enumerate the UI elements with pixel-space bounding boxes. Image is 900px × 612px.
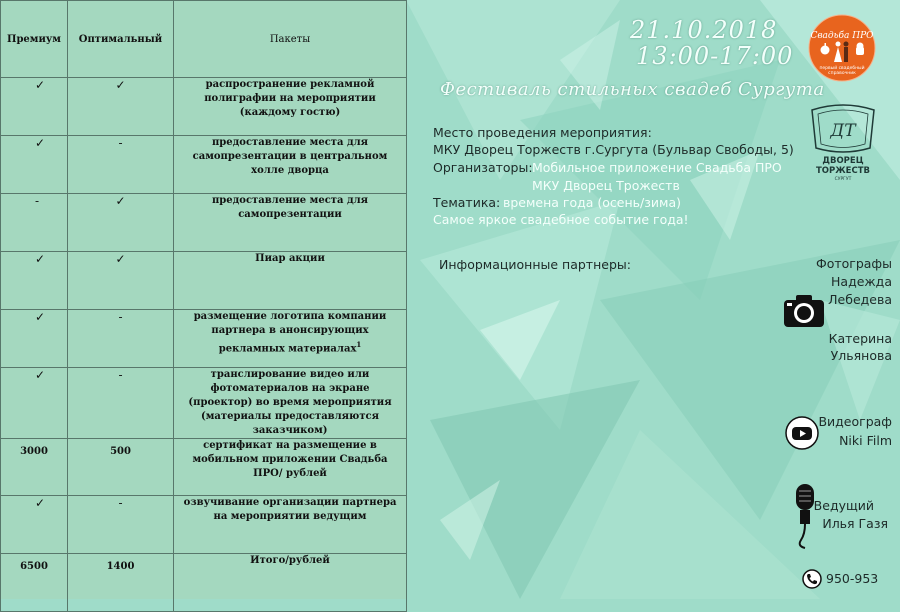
optimal-cell: ✓: [68, 194, 174, 252]
dvorets-logo-line-2: ТОРЖЕСТВ: [816, 166, 870, 176]
theme-label: Тематика:: [433, 195, 501, 210]
footnote-mark: 1: [356, 340, 362, 349]
package-description: транслирование видео или фотоматериалов на экране (проектор) во время мероприятия (материалы предоставляются заказчиком): [174, 368, 407, 439]
premium-cell: ✓: [1, 252, 68, 310]
header-premium: Премиум: [1, 1, 68, 78]
dvorets-monogram: ДТ: [830, 121, 856, 141]
header-packages: Пакеты: [174, 1, 407, 78]
premium-cell: ✓: [1, 78, 68, 136]
partners-label: Информационные партнеры:: [439, 257, 631, 272]
organizer-1: Мобильное приложение Свадьба ПРО: [532, 160, 782, 175]
optimal-cell: ✓: [68, 78, 174, 136]
package-description-text: размещение логотипа компании партнера в анонсирующих рекламных материалах: [193, 311, 387, 355]
packages-table-panel: [0, 0, 407, 599]
premium-cell: -: [1, 194, 68, 252]
table-row-total: [1, 554, 407, 612]
premium-cell: ✓: [1, 496, 68, 554]
videographer-name: Niki Film: [839, 433, 892, 448]
event-time: 13:00-17:00: [636, 42, 794, 70]
theme-value: времена года (осень/зима): [503, 195, 681, 210]
organizer-2: МКУ Дворец Трожеств: [532, 178, 680, 193]
header-optimal: Оптимальный: [68, 1, 174, 78]
table-row: [1, 439, 407, 496]
videographer-title: Видеограф: [818, 414, 892, 429]
camera-icon: [783, 294, 825, 328]
festival-title: Фестиваль стильных свадеб Сургута: [440, 79, 825, 100]
dvorets-torzhestv-logo: [804, 104, 882, 184]
svadba-pro-logo-title: Свадьба ПРО: [810, 31, 874, 41]
optimal-cell: ✓: [68, 252, 174, 310]
optimal-cell: -: [68, 136, 174, 194]
premium-total-cell: 6500: [1, 554, 68, 612]
premium-cell: ✓: [1, 310, 68, 368]
phone-icon: [802, 569, 822, 589]
premium-cell: 3000: [1, 439, 68, 496]
host-name: Илья Газя: [822, 516, 888, 531]
package-description: Пиар акции: [174, 252, 407, 310]
premium-cell: ✓: [1, 368, 68, 439]
android-icon: [856, 43, 864, 56]
photographer-1-first-name: Надежда: [831, 274, 892, 289]
packages-table: [0, 0, 407, 612]
svadba-pro-logo: [808, 14, 876, 82]
host-title: Ведущий: [813, 498, 874, 513]
photographer-2-first-name: Катерина: [828, 331, 892, 346]
package-description: распространение рекламной полиграфии на мероприятии (каждому гостю): [174, 78, 407, 136]
table-header-row: [1, 1, 407, 78]
optimal-total-cell: 1400: [68, 554, 174, 612]
optimal-cell: -: [68, 368, 174, 439]
table-row: [1, 252, 407, 310]
table-row: [1, 136, 407, 194]
venue-label: Место проведения мероприятия:: [433, 125, 652, 140]
table-row: [1, 368, 407, 439]
package-description: [174, 310, 407, 368]
premium-cell: ✓: [1, 136, 68, 194]
package-description: сертификат на размещение в мобильном приложении Свадьба ПРО/ рублей: [174, 439, 407, 496]
organizers-label: Организаторы:: [433, 160, 533, 175]
package-description: озвучивание организации партнера на мероприятии ведущим: [174, 496, 407, 554]
package-description: предоставление места для самопрезентации: [174, 194, 407, 252]
optimal-cell: -: [68, 310, 174, 368]
package-description: предоставление места для самопрезентации в центральном холле дворца: [174, 136, 407, 194]
optimal-cell: 500: [68, 439, 174, 496]
phone-number[interactable]: 950-953: [826, 571, 879, 586]
photographers-title: Фотографы: [815, 256, 892, 271]
svadba-pro-logo-subtitle-1: первый свадебный: [819, 66, 865, 71]
microphone-icon: [791, 482, 821, 550]
table-row: [1, 310, 407, 368]
table-row: [1, 78, 407, 136]
youtube-icon: [785, 416, 819, 450]
tagline: Самое яркое свадебное событие года!: [433, 212, 689, 227]
svadba-pro-logo-subtitle-2: справочник: [828, 71, 856, 76]
photographer-2-last-name: Ульянова: [830, 348, 892, 363]
venue-value: МКУ Дворец Торжеств г.Сургута (Бульвар Свободы, 5): [433, 142, 794, 157]
optimal-cell: -: [68, 496, 174, 554]
event-date: 21.10.2018: [630, 16, 778, 44]
photographer-1-last-name: Лебедева: [828, 292, 892, 307]
dvorets-logo-line-3: СУРГУТ: [834, 177, 852, 182]
table-row: [1, 496, 407, 554]
dvorets-logo-line-1: ДВОРЕЦ: [822, 156, 864, 166]
total-label: Итого/рублей: [174, 554, 407, 612]
table-row: [1, 194, 407, 252]
